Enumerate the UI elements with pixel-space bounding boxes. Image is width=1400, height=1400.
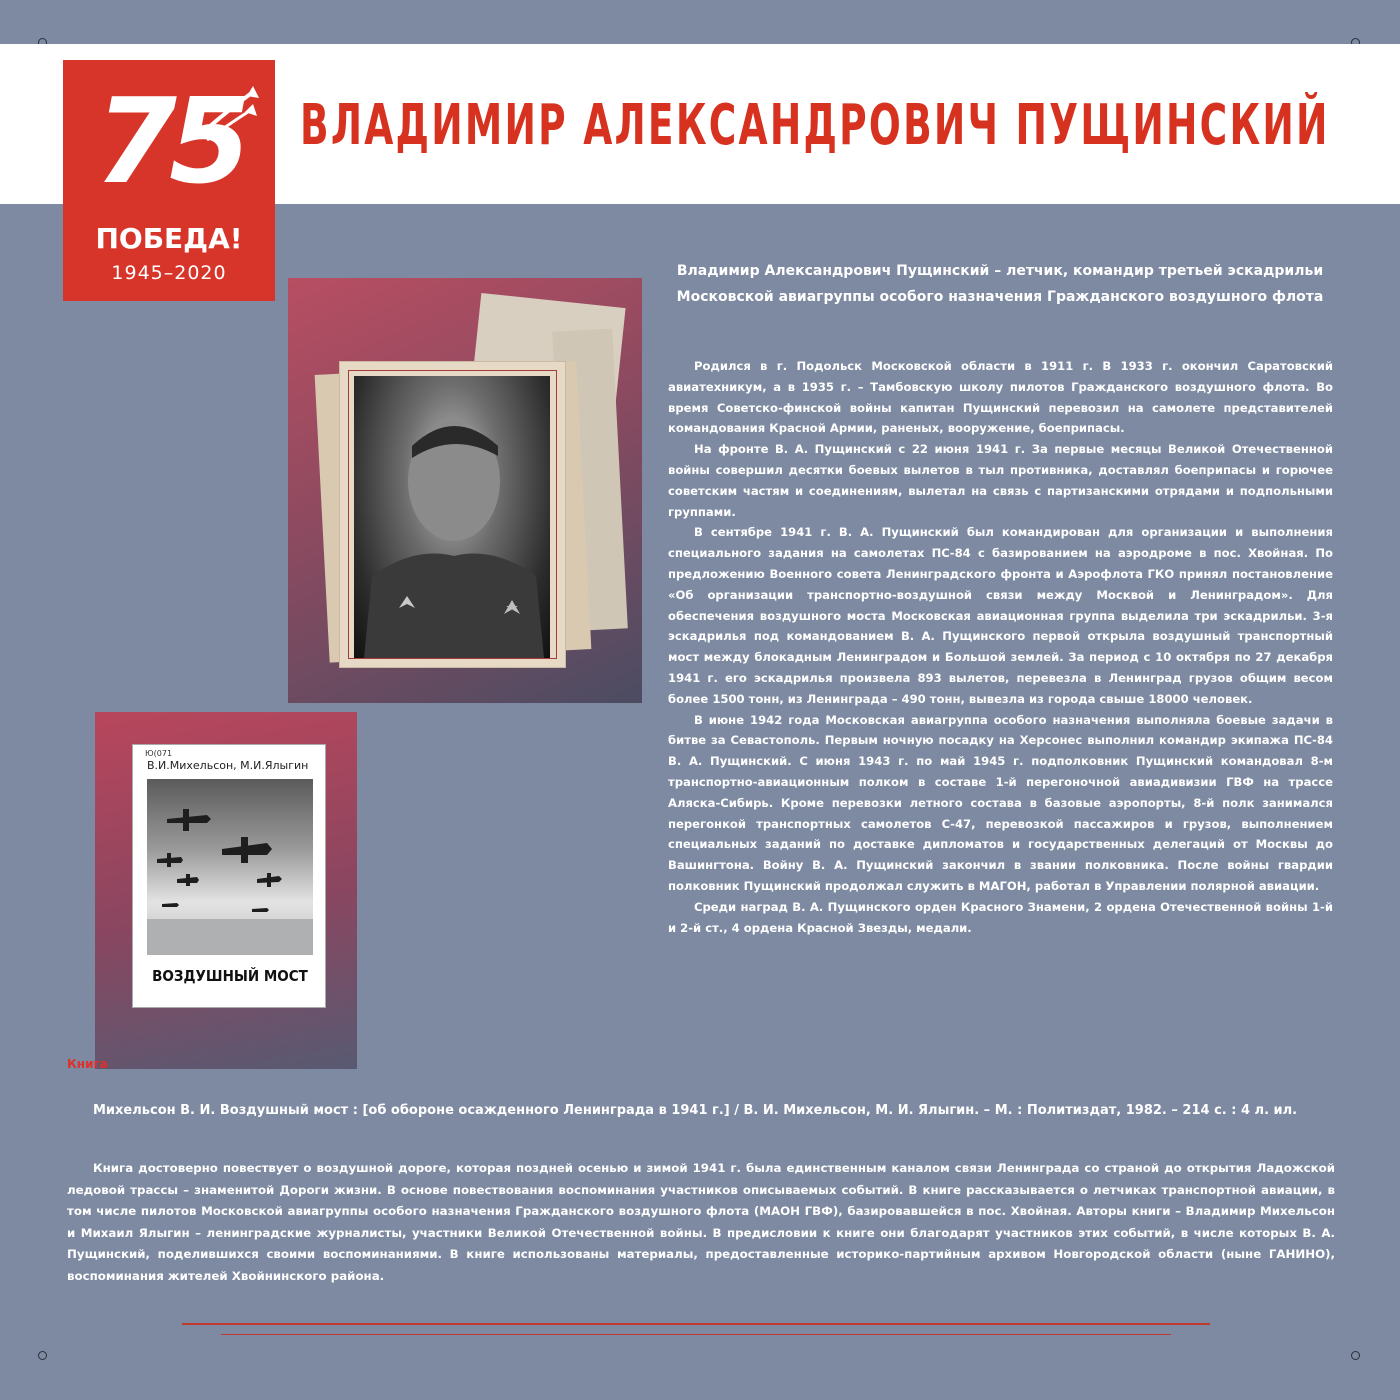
bio-paragraph: На фронте В. А. Пущинский с 22 июня 1941 г. За первые месяцы Великой Отечественной войны совершил десятки боевых вылетов в тыл противника, доставлял боеприпасы и горючее советским частям и соединениям, вылетал на связь с партизанскими отрядами и подпольными группами. [668,442,1333,519]
mount-hole-bottom-left [38,1351,47,1360]
aircraft-formation-icon [147,779,313,955]
bio-paragraph: В сентябре 1941 г. В. А. Пущинский был командирован для организации и выполнения специального задания на самолетах ПС-84 с базированием на аэродроме в пос. Хвойная. По предложению Военного совета Ленинградского фронта и Аэрофлота ГКО принял постановление «Об организации транспортно-воздушной связи между Москвой и Ленинградом». Для обеспечения воздушного моста Московская авиационная группа выделила три эскадрильи. 3-я эскадрилья под командованием В. А. Пущинского первой открыла воздушный транспортный мост между блокадным Ленинградом и Большой землей. За период с 10 октября по 27 декабря 1941 г. его эскадрилья произвела 893 вылетов, перевезла в Ленинград грузов общим весом более 1500 тонн, из Ленинграда – 490 тонн, вывезла из города свыше 18000 человек. [668,525,1333,706]
mount-hole-bottom-right [1351,1351,1360,1360]
logo-number: 75 [94,72,244,210]
book-label: Книга [67,1057,108,1071]
footer-divider [182,1323,1210,1325]
portrait-frame [340,362,565,667]
intro-heading: Владимир Александрович Пущинский – летчик, командир третьей эскадрильи Московской авиагруппы особого назначения Гражданского воздушного флота [676,263,1324,305]
book-stamp: Ю(071 [145,749,173,758]
victory-75-logo [63,60,275,301]
biography-text [668,356,1333,938]
portrait-figure-icon [354,376,550,658]
book-citation [67,1100,1335,1122]
book-description [67,1158,1335,1287]
portrait-photo [354,376,550,658]
bio-paragraph: Среди наград В. А. Пущинского орден Красного Знамени, 2 ордена Отечественной войны 1-й и 2-й ст., 4 ордена Красной Звезды, медали. [668,899,1333,935]
logo-word: ПОБЕДА! [95,222,243,255]
book-title: ВОЗДУШНЫЙ МОСТ [152,967,308,985]
logo-arrow-icon [193,84,263,144]
page-title: ВЛАДИМИР АЛЕКСАНДРОВИЧ ПУЩИНСКИЙ [300,93,1330,158]
book-cover [133,745,325,1007]
book-authors: В.И.Михельсон, М.И.Ялыгин [147,759,309,772]
bio-paragraph: В июне 1942 года Московская авиагруппа особого назначения выполняла боевые задачи в битве за Севастополь. Первым ночную посадку на Херсонес выполнил командир экипажа ПС-84 В. А. Пущинский. С июня 1943 г. по май 1945 г. подполковник Пущинский командовал 8-м транспортно-авиационным полком в составе 1-й перегоночной авиадивизии ГВФ на трассе Аляска-Сибирь. Кроме перевозки летного состава в базовые аэропорты, 8-й полк занимался перегонкой транспортных самолетов С-47, перевозкой пассажиров и грузов, выполнением специальных заданий по доставке дипломатов и государственных делегаций от Москвы до Вашингтона. Войну В. А. Пущинский закончил в звании полковника. После войны гвардии полковник Пущинский продолжал служить в МАГОН, работал в Управлении полярной авиации. [668,712,1333,893]
citation-text: Михельсон В. И. Воздушный мост : [об обороне осажденного Ленинграда в 1941 г.] / В. И. Михельсон, М. И. Ялыгин. – М. : Политиздат, 1982. – 214 с. : 4 л. ил. [93,1103,1298,1118]
bio-paragraph: Родился в г. Подольск Московской области в 1911 г. В 1933 г. окончил Саратовский авиатехникум, а в 1935 г. – Тамбовскую школу пилотов Гражданского воздушного флота. Во время Советско-финской войны капитан Пущинский перевозил на самолете представителей командования Красной Армии, раненых, вооружение, боеприпасы. [668,359,1333,436]
book-cover-photo [147,779,313,955]
logo-years: 1945–2020 [111,262,227,284]
description-text: Книга достоверно повествует о воздушной дороге, которая поздней осенью и зимой 1941 г. была единственным каналом связи Ленинграда со страной до открытия Ладожской ледовой трассы – знаменитой Дороги жизни. В основе повествования воспоминания участников описываемых событий. В книге рассказывается о летчиках транспортной авиации, в том числе пилотов Московской авиагруппы особого назначения Гражданского воздушного флота (МАОН ГВФ), базировавшейся в пос. Хвойная. Авторы книги – Владимир Михельсон и Михаил Ялыгин – ленинградские журналисты, участники Великой Отечественной войны. В предисловии к книге они благодарят участников этих событий, в числе которых В. А. Пущинский, поделившихся своими воспоминаниями. В книге использованы материалы, предоставленные историко-партийным архивом Новгородской области (ныне ГАНИНО), воспоминания жителей Хвойнинского района. [67,1161,1335,1283]
footer-divider-thin [221,1334,1171,1335]
